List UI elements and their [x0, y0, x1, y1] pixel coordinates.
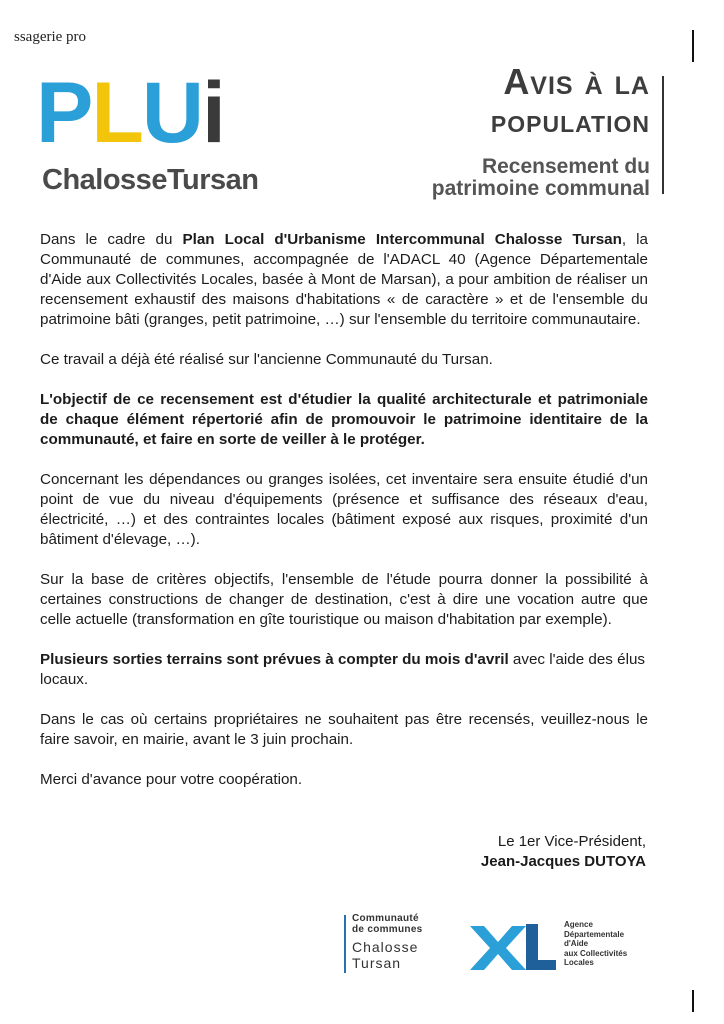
intro-plan-name: Plan Local d'Urbanisme Intercommunal Chalosse Tursan: [182, 231, 622, 248]
adacl-line-2: Départementale: [564, 929, 625, 939]
notice-subtitle: [380, 156, 650, 200]
cc-logo-big-text: [352, 939, 418, 971]
paragraph-dependencies: Concernant les dépendances ou granges isolées, cet inventaire sera ensuite étudié d'un point de vue du niveau d'équipements (présence et suffisance des réseaux d'eau, électricité, …) et des contraintes locales (bâtiment exposé aux risques, proximité d'un bâtiment d'élevage, …).: [40, 471, 648, 548]
title-vertical-rule: [662, 76, 664, 194]
paragraph-tursan: Ce travail a déjà été réalisé sur l'ancienne Communauté du Tursan.: [40, 351, 493, 368]
plui-wordmark: [36, 65, 224, 161]
notice-title-block: [380, 62, 650, 200]
subtitle-line-2: patrimoine communal: [431, 177, 650, 200]
paragraph-thanks: Merci d'avance pour votre coopération.: [40, 771, 303, 788]
signature-block: [481, 832, 646, 872]
paragraph-intro: [40, 230, 648, 330]
cc-line-3: Chalosse: [352, 939, 419, 955]
title-line-1: Avis à la: [503, 61, 650, 102]
logo-letter-l: L: [91, 65, 142, 161]
paragraph-objective: L'objectif de ce recensement est d'étudier la qualité architecturale et patrimoniale de chaque élément répertorié afin de promouvoir le patrimoine identitaire de la communauté, et faire en sorte de veiller à le protéger.: [40, 391, 648, 448]
logo-letter-p: P: [36, 65, 92, 161]
adacl-text: [564, 920, 627, 968]
logo-letter-u: U: [141, 65, 203, 161]
intro-text-start: Dans le cadre du: [40, 231, 183, 248]
xl-icon: [468, 918, 558, 974]
cc-line-4: Tursan: [352, 955, 402, 971]
intro-text-end: , la Communauté de communes, accompagnée de l'ADACL 40 (Agence Départementale d'Aide aux Collectivités Locales, basée à Mont de Marsan), a pour ambition de réaliser un recensement exhaustif des maisons d'habitations « de caractère » et de l'ensemble du patrimoine bâti (granges, petit patrimoine, …) sur l'ensemble du territoire communautaire.: [40, 231, 648, 328]
edge-mark-bottom: [692, 990, 694, 1012]
field-visits-bold: Plusieurs sorties terrains sont prévues à compter du mois d'avril: [40, 651, 509, 668]
plui-logo: [36, 65, 306, 200]
edge-mark-top: [692, 30, 694, 62]
logo-subtitle: ChalosseTursan: [42, 164, 259, 196]
cc-logo-small-text: [352, 913, 423, 935]
signature-role: Le 1er Vice-Président,: [497, 833, 646, 850]
paragraph-field-visits: [40, 650, 648, 690]
cc-line-1: Communauté: [352, 913, 419, 924]
field-visits-text: avec l'aide des élus locaux.: [40, 651, 645, 688]
cc-logo-bar: [344, 915, 346, 973]
paragraph-criteria: Sur la base de critères objectifs, l'ensemble de l'étude pourra donner la possibilité à certaines constructions de changer de destination, c'est à dire une vocation autre que celle actuelle (transformation en gîte touristique ou maison d'habitation par exemple).: [40, 571, 648, 628]
adacl-line-4: aux Collectivités: [564, 948, 628, 958]
signature-name: Jean-Jacques DUTOYA: [480, 853, 646, 870]
paragraph-opt-out: Dans le cas où certains propriétaires ne souhaitent pas être recensés, veuillez-nous le faire savoir, en mairie, avant le 3 juin prochain.: [40, 711, 648, 748]
logo-letter-i: i: [202, 65, 224, 161]
header-fragment: ssagerie pro: [14, 29, 87, 45]
adacl-line-3: d'Aide: [564, 939, 589, 948]
adacl-xl-logo: [468, 918, 648, 974]
cc-line-2: de communes: [352, 924, 423, 935]
adacl-line-5: Locales: [564, 958, 594, 967]
subtitle-line-1: Recensement du: [481, 155, 650, 178]
title-line-2: population: [490, 102, 650, 139]
notice-body: [40, 230, 648, 810]
adacl-line-1: Agence: [564, 920, 593, 929]
